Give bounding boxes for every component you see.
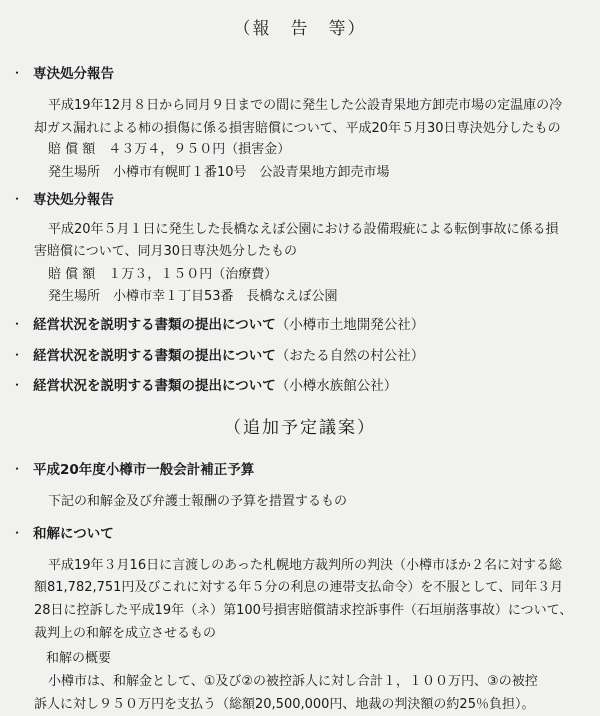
bullet-mark: ・ bbox=[11, 66, 24, 80]
report-text-line: 平成20年５月１日に発生した長橋なえぼ公園における設備瑕疵による転倒事故に係る損 bbox=[48, 222, 559, 237]
bill-text-line: 裁判上の和解を成立させるもの bbox=[34, 626, 217, 641]
report-text-line: 平成19年12月８日から同月９日までの間に発生した公設青果地方卸売市場の定温庫の冷 bbox=[48, 98, 563, 113]
report-amount: 賠 償 額 １万３，１５０円（治療費） bbox=[48, 267, 278, 282]
bullet-mark: ・ bbox=[11, 462, 24, 476]
bullet-mark: ・ bbox=[11, 378, 24, 392]
summary-text-line: 小樽市は、和解金として、①及び②の被控訴人に対し合計１，１００万円、③の被控 bbox=[48, 674, 538, 689]
report-amount: 賠 償 額 ４３万４，９５０円（損害金） bbox=[48, 142, 291, 157]
bullet-mark: ・ bbox=[11, 192, 24, 206]
bullet-mark: ・ bbox=[11, 526, 24, 540]
bill-text-line: 額81,782,751円及びこれに対する年５分の利息の連帯支払命令）を不服として、同年３月 bbox=[34, 580, 564, 595]
bill-text-line: 下記の和解金及び弁護士報酬の予算を措置するもの bbox=[48, 494, 348, 509]
summary-title: 和解の概要 bbox=[46, 651, 112, 666]
report-subtitle: （おたる自然の村公社） bbox=[275, 348, 425, 364]
report-title: 専決処分報告 bbox=[33, 66, 114, 82]
heading-report: （報 告 等） bbox=[233, 19, 367, 39]
report-subtitle: （小樽水族館公社） bbox=[275, 378, 398, 394]
bill-title: 平成20年度小樽市一般会計補正予算 bbox=[33, 462, 255, 478]
report-title: 経営状況を説明する書類の提出について（おたる自然の村公社） bbox=[33, 348, 425, 364]
bill-title: 和解について bbox=[33, 526, 114, 542]
report-location: 発生場所 小樽市幸１丁目53番 長橋なえぼ公園 bbox=[48, 289, 338, 304]
report-location: 発生場所 小樽市有幌町１番10号 公設青果地方卸売市場 bbox=[48, 165, 390, 180]
report-title: 専決処分報告 bbox=[33, 192, 114, 208]
summary-text-line: 訴人に対し９５０万円を支払う（総額20,500,000円、地裁の判決額の約25％負担）。 bbox=[34, 697, 535, 712]
bill-text-line: 平成19年３月16日に言渡しのあった札幌地方裁判所の判決（小樽市ほか２名に対する総 bbox=[48, 558, 562, 573]
report-title: 経営状況を説明する書類の提出について（小樽水族館公社） bbox=[33, 378, 398, 394]
report-text-line: 害賠償について、同月30日専決処分したもの bbox=[34, 244, 298, 259]
bill-text-line: 28日に控訴した平成19年（ネ）第100号損害賠償請求控訴事件（石垣崩落事故）について、 bbox=[34, 603, 573, 618]
bullet-mark: ・ bbox=[11, 317, 24, 331]
report-title: 経営状況を説明する書類の提出について（小樽市土地開発公社） bbox=[33, 317, 425, 333]
heading-additional: （追加予定議案） bbox=[224, 418, 376, 438]
report-subtitle: （小樽市土地開発公社） bbox=[275, 317, 425, 333]
bullet-mark: ・ bbox=[11, 348, 24, 362]
report-text-line: 却ガス漏れによる柿の損傷に係る損害賠償について、平成20年５月30日専決処分したもの bbox=[34, 121, 561, 136]
